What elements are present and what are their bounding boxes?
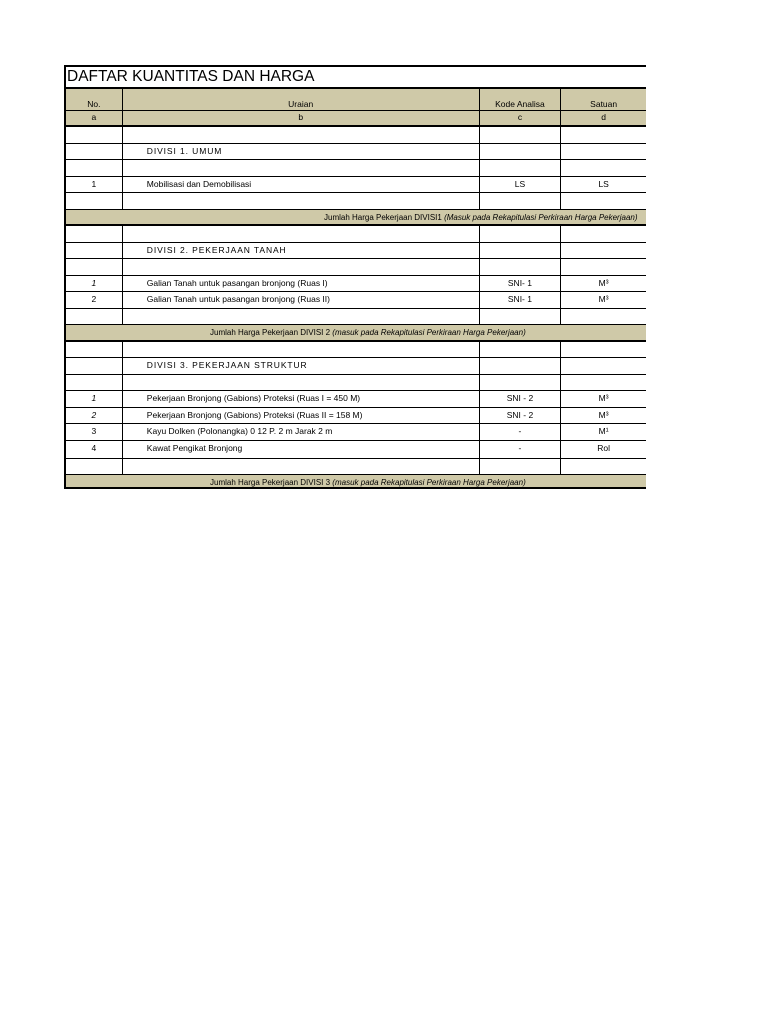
table-row (66, 424, 646, 441)
table-row (66, 292, 646, 309)
item-no: 2 (66, 292, 123, 308)
division-3-total-row (66, 475, 646, 489)
item-kode: SNI - 2 (480, 391, 562, 407)
division-1-total-row (66, 210, 646, 227)
item-no: 2 (66, 408, 123, 424)
blank-row (66, 127, 646, 144)
item-no: 4 (66, 441, 123, 458)
division-heading-row (66, 243, 646, 260)
item-kode: SNI - 2 (480, 408, 562, 424)
item-kode: LS (480, 177, 562, 193)
col-satuan-header: Satuan (590, 99, 618, 109)
item-uraian: Galian Tanah untuk pasangan bronjong (Ruas I) (123, 276, 480, 292)
division-2-total-text (66, 325, 646, 340)
item-no: 1 (66, 391, 123, 407)
col-uraian-header: Uraian (123, 89, 480, 110)
item-satuan: M³ (598, 409, 609, 420)
item-no: 1 (66, 177, 123, 193)
table-row (66, 408, 646, 425)
col-letter-b: b (123, 111, 480, 125)
division-heading-row (66, 144, 646, 161)
blank-row (66, 193, 646, 210)
item-uraian: Kawat Pengikat Bronjong (123, 441, 480, 458)
blank-row (66, 459, 646, 476)
division-1-total-label: Jumlah Harga Pekerjaan DIVISI1 (324, 212, 442, 222)
division-3-total-label: Jumlah Harga Pekerjaan DIVISI 3 (210, 478, 331, 487)
blank-row (66, 259, 646, 276)
col-letter-a: a (66, 111, 123, 125)
item-uraian: Kayu Dolken (Polonangka) 0 12 P. 2 m Jarak 2 m (123, 424, 480, 440)
item-no: 1 (66, 276, 123, 292)
header-row (66, 89, 646, 111)
blank-row (66, 226, 646, 243)
item-satuan: Rol (597, 442, 611, 453)
table-row (66, 391, 646, 408)
item-kode: - (480, 441, 562, 458)
item-satuan: LS (598, 178, 609, 189)
item-uraian: Pekerjaan Bronjong (Gabions) Proteksi (Ruas I = 450 M) (123, 391, 480, 407)
item-uraian: Galian Tanah untuk pasangan bronjong (Ruas II) (123, 292, 480, 308)
item-satuan: M¹ (598, 426, 609, 436)
col-kode-header: Kode Analisa (480, 89, 562, 110)
column-letter-row (66, 111, 646, 127)
item-satuan: M³ (598, 277, 609, 288)
item-no: 3 (66, 424, 123, 440)
division-1-total-text (66, 210, 646, 225)
boq-sheet (64, 65, 646, 489)
division-3-total-text (66, 475, 646, 489)
blank-row (66, 160, 646, 177)
item-kode: - (480, 424, 562, 440)
division-1-heading: DIVISI 1. UMUM (123, 144, 480, 160)
item-kode: SNI- 1 (480, 276, 562, 292)
division-1-total-note: (Masuk pada Rekapitulasi Perkiraan Harga Pekerjaan) (444, 212, 638, 222)
blank-row (66, 342, 646, 359)
division-2-total-label: Jumlah Harga Pekerjaan DIVISI 2 (210, 328, 331, 337)
blank-row (66, 375, 646, 392)
sheet-title: DAFTAR KUANTITAS DAN HARGA (66, 67, 646, 89)
col-letter-d: d (601, 112, 607, 122)
division-heading-row (66, 358, 646, 375)
division-3-total-note: (masuk pada Rekapitulasi Perkiraan Harga Pekerjaan) (332, 478, 526, 487)
col-no-header: No. (66, 89, 123, 110)
item-uraian: Mobilisasi dan Demobilisasi (123, 177, 480, 193)
division-3-heading: DIVISI 3. PEKERJAAN STRUKTUR (123, 358, 480, 374)
division-2-heading: DIVISI 2. PEKERJAAN TANAH (123, 243, 480, 259)
item-satuan: M³ (598, 294, 609, 304)
table-row (66, 177, 646, 194)
division-2-total-row (66, 325, 646, 342)
item-kode: SNI- 1 (480, 292, 562, 308)
item-uraian: Pekerjaan Bronjong (Gabions) Proteksi (Ruas II = 158 M) (123, 408, 480, 424)
table-row (66, 276, 646, 293)
item-satuan: M³ (598, 393, 609, 403)
col-letter-c: c (480, 111, 562, 125)
table-row (66, 441, 646, 459)
blank-row (66, 309, 646, 326)
division-2-total-note: (masuk pada Rekapitulasi Perkiraan Harga Pekerjaan) (332, 328, 526, 337)
